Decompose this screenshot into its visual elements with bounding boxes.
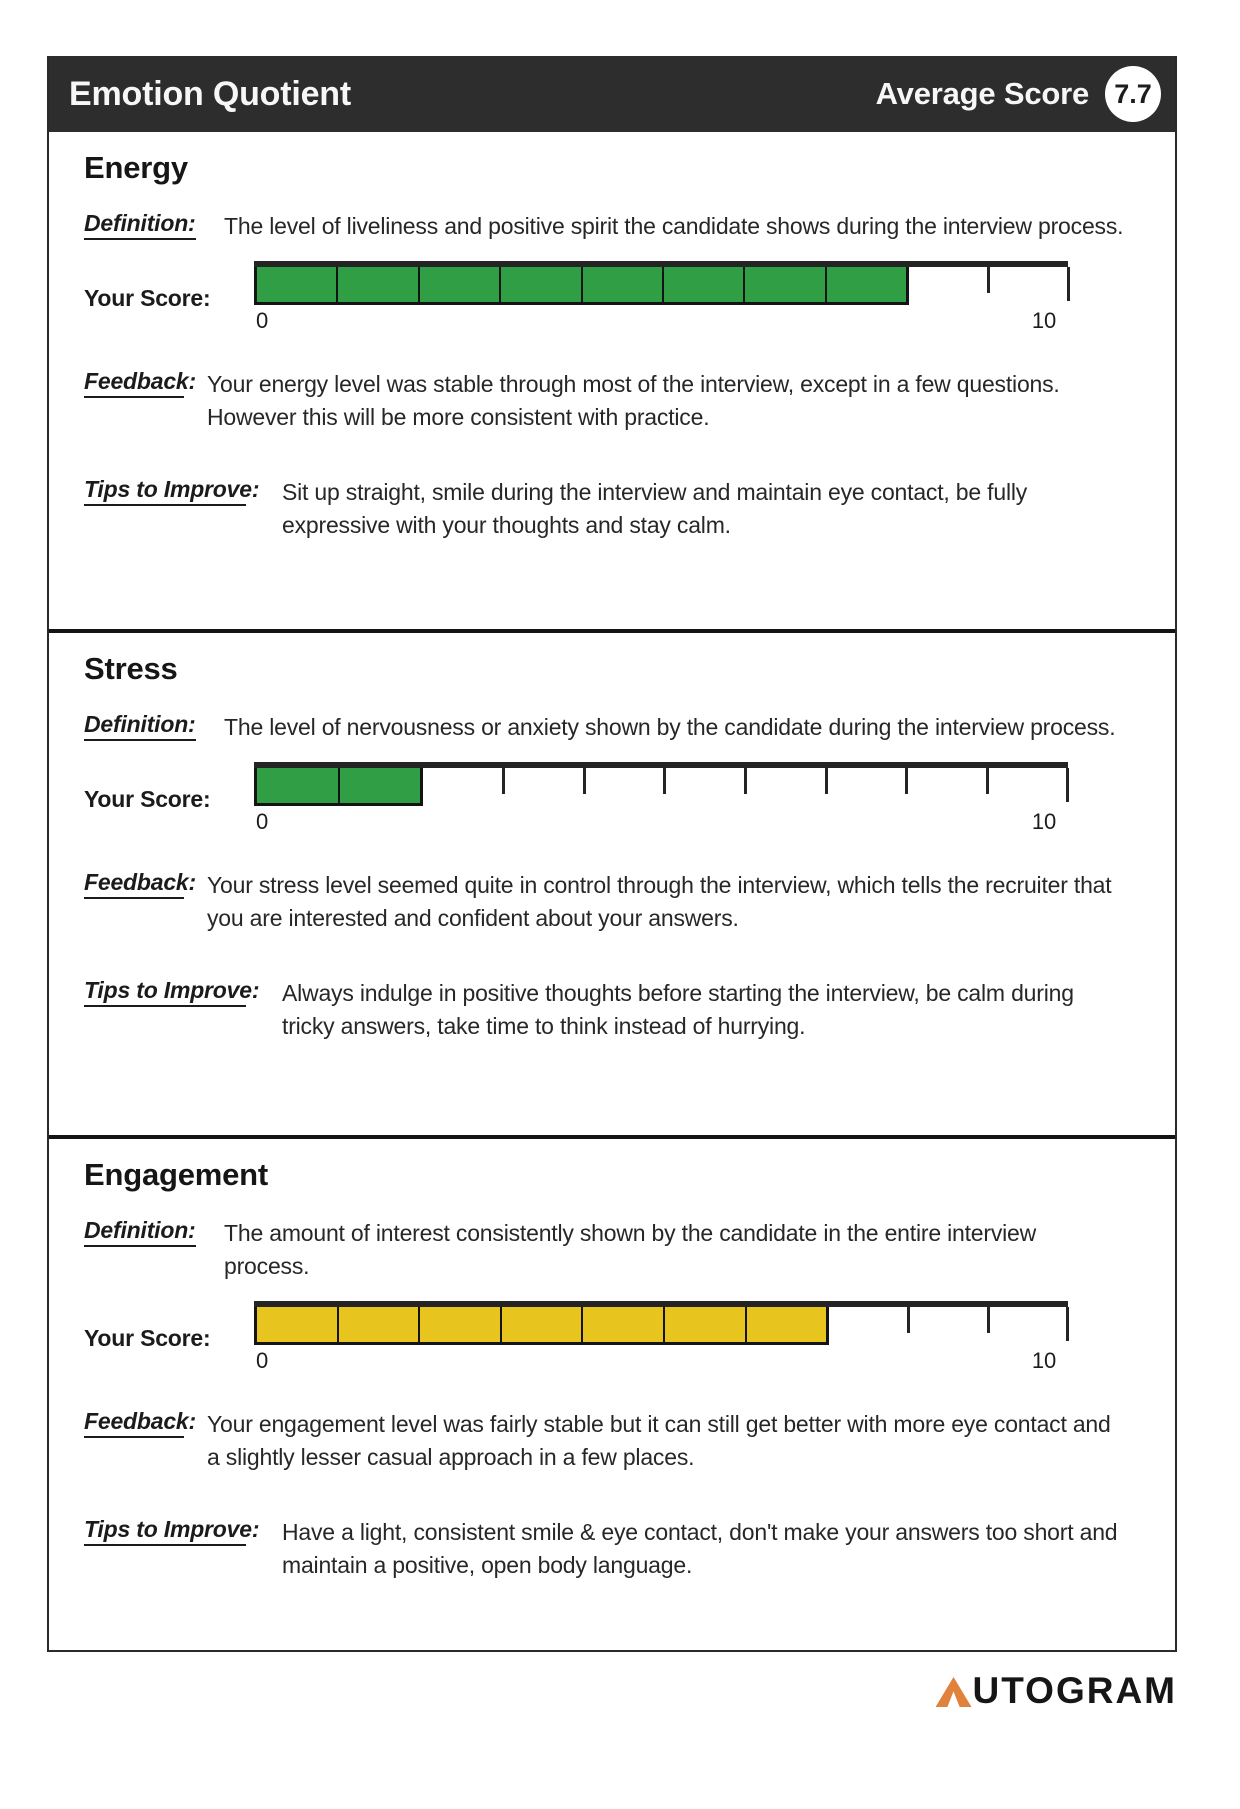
- score-bar-segment-empty: [987, 768, 1068, 806]
- score-bar-segment-filled: [581, 267, 662, 305]
- score-bar-wrap: [254, 762, 1068, 835]
- scale-min-label: 0: [256, 1348, 269, 1373]
- scale-min-label: 0: [256, 809, 269, 834]
- score-row: [84, 261, 1125, 334]
- score-bar-wrap: [254, 1301, 1068, 1374]
- score-bar: [254, 1301, 1068, 1345]
- score-bar-segment-empty: [989, 267, 1068, 305]
- tips-text: Have a light, consistent smile & eye contact, don't make your answers too short and maintain a positive, open body language.: [282, 1519, 1118, 1578]
- feedback-label: Feedback:: [84, 869, 184, 899]
- definition-row: [84, 711, 1125, 744]
- definition-text: The level of liveliness and positive spirit the candidate shows during the interview process.: [224, 213, 1124, 239]
- tips-label: Tips to Improve:: [84, 1516, 246, 1546]
- section-title: Stress: [84, 651, 178, 686]
- scale-labels: [254, 809, 1068, 835]
- scale-max-label: 10: [1031, 308, 1056, 333]
- feedback-label: Feedback:: [84, 1408, 184, 1438]
- score-bar-segment-empty: [909, 1307, 989, 1345]
- score-bar-segment-empty: [829, 1307, 909, 1345]
- feedback-label: Feedback:: [84, 368, 184, 398]
- tips-text: Always indulge in positive thoughts before starting the interview, be calm during tricky answers, take time to think instead of hurrying.: [282, 980, 1074, 1039]
- section-title: Engagement: [84, 1157, 269, 1192]
- score-bar-segment-filled: [500, 1307, 582, 1345]
- definition-label: Definition:: [84, 711, 196, 741]
- feedback-text: Your engagement level was fairly stable but it can still get better with more eye contact and a slightly lesser casual approach in a few places.: [207, 1411, 1111, 1470]
- report-footer: [47, 1672, 1177, 1712]
- score-bar-segment-filled: [745, 1307, 830, 1345]
- your-score-label: Your Score:: [84, 285, 211, 311]
- scale-max-label: 10: [1031, 809, 1056, 834]
- score-bar: [254, 261, 1068, 305]
- tips-label: Tips to Improve:: [84, 476, 246, 506]
- score-bar-segment-filled: [663, 1307, 745, 1345]
- score-bar-segment-filled: [338, 768, 424, 806]
- autogram-logo: [936, 1672, 1177, 1709]
- scale-labels: [254, 308, 1068, 334]
- tips-row: [84, 1516, 1125, 1582]
- score-bar-segment-empty: [907, 768, 988, 806]
- average-score-label: Average Score: [875, 76, 1089, 111]
- score-bar-segment-filled: [581, 1307, 663, 1345]
- score-bar-segment-empty: [746, 768, 827, 806]
- tips-row: [84, 977, 1125, 1043]
- definition-text: The amount of interest consistently shown by the candidate in the entire interview process.: [224, 1220, 1037, 1279]
- average-score-badge: 7.7: [1105, 66, 1161, 122]
- score-bar-segment-filled: [254, 1307, 337, 1345]
- section-stress: [49, 629, 1175, 1135]
- score-bar-segment-empty: [584, 768, 665, 806]
- logo-a-triangle-icon: [936, 1677, 972, 1707]
- emotion-quotient-report: [47, 56, 1177, 1652]
- score-bar-segment-filled: [662, 267, 743, 305]
- score-row: [84, 1301, 1125, 1374]
- score-bar-segment-filled: [254, 768, 338, 806]
- score-bar-segment-empty: [423, 768, 504, 806]
- scale-max-label: 10: [1031, 1348, 1056, 1373]
- definition-label: Definition:: [84, 1217, 196, 1247]
- score-row: [84, 762, 1125, 835]
- score-bar-segment-filled: [336, 267, 417, 305]
- score-bar-segment-filled: [743, 267, 824, 305]
- report-title: Emotion Quotient: [69, 74, 351, 113]
- tips-label: Tips to Improve:: [84, 977, 246, 1007]
- tips-text: Sit up straight, smile during the interview and maintain eye contact, be fully expressive with your thoughts and stay calm.: [282, 479, 1028, 538]
- score-bar-segment-filled: [337, 1307, 419, 1345]
- score-bar-segment-empty: [665, 768, 746, 806]
- section-energy: [49, 132, 1175, 629]
- your-score-label: Your Score:: [84, 1325, 211, 1351]
- score-bar-segment-empty: [909, 267, 988, 305]
- definition-row: [84, 1217, 1125, 1283]
- section-engagement: [49, 1135, 1175, 1650]
- score-bar-segment-filled: [254, 267, 336, 305]
- score-bar-segment-filled: [825, 267, 909, 305]
- score-bar-segment-filled: [418, 267, 499, 305]
- score-bar: [254, 762, 1068, 806]
- score-bar-segment-empty: [826, 768, 907, 806]
- definition-text: The level of nervousness or anxiety shown by the candidate during the interview process.: [224, 714, 1116, 740]
- score-bar-segment-empty: [504, 768, 585, 806]
- tips-row: [84, 476, 1125, 542]
- score-bar-segment-filled: [418, 1307, 500, 1345]
- score-bar-segment-filled: [499, 267, 580, 305]
- report-header: [49, 56, 1175, 132]
- scale-min-label: 0: [256, 308, 269, 333]
- definition-row: [84, 210, 1125, 243]
- scale-labels: [254, 1348, 1068, 1374]
- feedback-row: [84, 1408, 1125, 1474]
- feedback-text: Your stress level seemed quite in control through the interview, which tells the recruiter that you are interested and confident about your answers.: [207, 872, 1112, 931]
- your-score-label: Your Score:: [84, 786, 211, 812]
- feedback-text: Your energy level was stable through most of the interview, except in a few questions. However this will be more consistent with practice.: [207, 371, 1060, 430]
- section-title: Energy: [84, 150, 188, 185]
- score-bar-segment-empty: [988, 1307, 1068, 1345]
- definition-label: Definition:: [84, 210, 196, 240]
- feedback-row: [84, 869, 1125, 935]
- logo-text: UTOGRAM: [972, 1670, 1177, 1711]
- feedback-row: [84, 368, 1125, 434]
- score-bar-wrap: [254, 261, 1068, 334]
